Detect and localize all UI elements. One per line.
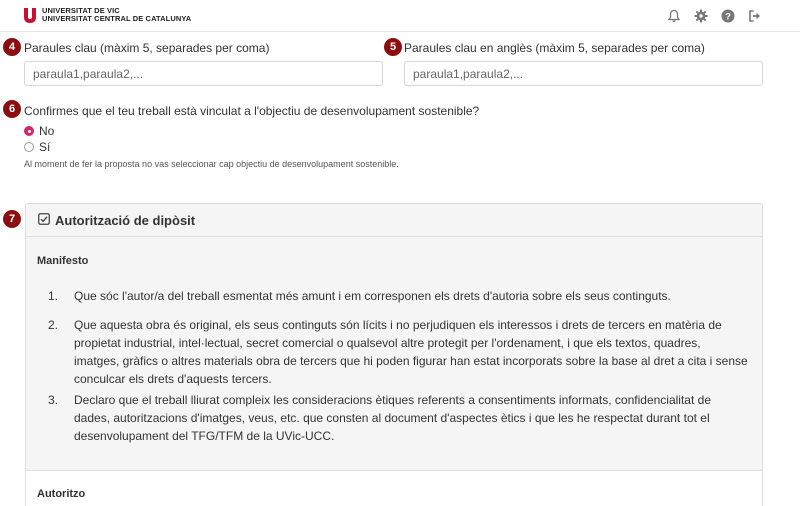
keywords-label: Paraules clau (màxim 5, separades per coma) [24, 41, 270, 55]
authorize-title: Autoritzo [37, 488, 86, 500]
item-text: Que aquesta obra és original, els seus continguts són lícits i no perjudiquen els interessos i drets de tercers en matèria de propietat industrial, intel·lectual, secret comercial o qualsevol altre protegit per l'ordenament, i que els textos, quadres, imatges, gràfics o altres materials obra de tercers que hi poden figurar han estat incorporats sobre la base al dret a cita i sense conculcar els drets d'aquests tercers. [74, 318, 748, 386]
radio-yes-label: Sí [39, 140, 51, 154]
manifesto-item [48, 316, 748, 388]
logo-line1: UNIVERSITAT DE VIC [42, 6, 120, 15]
svg-text:?: ? [724, 10, 731, 22]
sdg-help-text: Al moment de fer la proposta no vas seleccionar cap objectiu de desenvolupament sostenible. [24, 159, 399, 169]
item-text: Que sóc l'autor/a del treball esmentat més amunt i em corresponen els drets d'autoria sobre els seus continguts. [74, 289, 671, 303]
radio-no-label: No [39, 124, 55, 138]
panel-header [26, 204, 762, 237]
deposit-authorization-panel [25, 203, 763, 506]
logout-icon[interactable] [747, 8, 762, 23]
item-number: 2. [48, 318, 59, 332]
uvic-logo-icon [24, 8, 36, 23]
step-5-badge: 5 [384, 38, 402, 56]
logo-line2: UNIVERSITAT CENTRAL DE CATALUNYA [42, 14, 192, 23]
step-7-badge: 7 [3, 210, 21, 228]
keywords-input[interactable] [24, 61, 383, 86]
item-number: 3. [48, 393, 59, 407]
keywords-en-input[interactable] [404, 61, 763, 86]
item-text: Declaro que el treball lliurat compleix les consideracions ètiques referents a consentiments informats, confidencialitat de dades, autoritzacions d'imatges, veus, etc. que consten al document d'aspectes ètics i que les he respectat durant tot el desenvolupament del TFG/TFM de la UVic-UCC. [74, 393, 711, 443]
step-6-badge: 6 [3, 100, 21, 118]
authorize-section [26, 470, 762, 506]
sdg-option-yes[interactable] [24, 140, 50, 154]
manifesto-item [48, 391, 748, 445]
manifesto-title: Manifesto [37, 255, 89, 267]
university-logo[interactable] [24, 7, 191, 23]
step-4-badge: 4 [3, 38, 21, 56]
checkbox-checked-icon [38, 213, 50, 228]
keywords-en-label: Paraules clau en anglès (màxim 5, separades per coma) [404, 41, 705, 55]
top-bar [0, 0, 800, 32]
item-number: 1. [48, 289, 59, 303]
logo-text [42, 7, 191, 23]
gear-icon[interactable] [693, 8, 708, 23]
header-icons [666, 8, 762, 23]
radio-yes[interactable] [24, 142, 34, 152]
sdg-option-no[interactable] [24, 124, 54, 138]
panel-title: Autorització de dipòsit [55, 212, 196, 228]
manifesto-item [48, 287, 748, 305]
bell-icon[interactable] [666, 8, 681, 23]
manifesto-section [26, 238, 762, 470]
radio-no[interactable] [24, 126, 34, 136]
sdg-question: Confirmes que el teu treball està vinculat a l'objectiu de desenvolupament sostenible? [24, 104, 480, 118]
help-icon[interactable] [720, 8, 735, 23]
